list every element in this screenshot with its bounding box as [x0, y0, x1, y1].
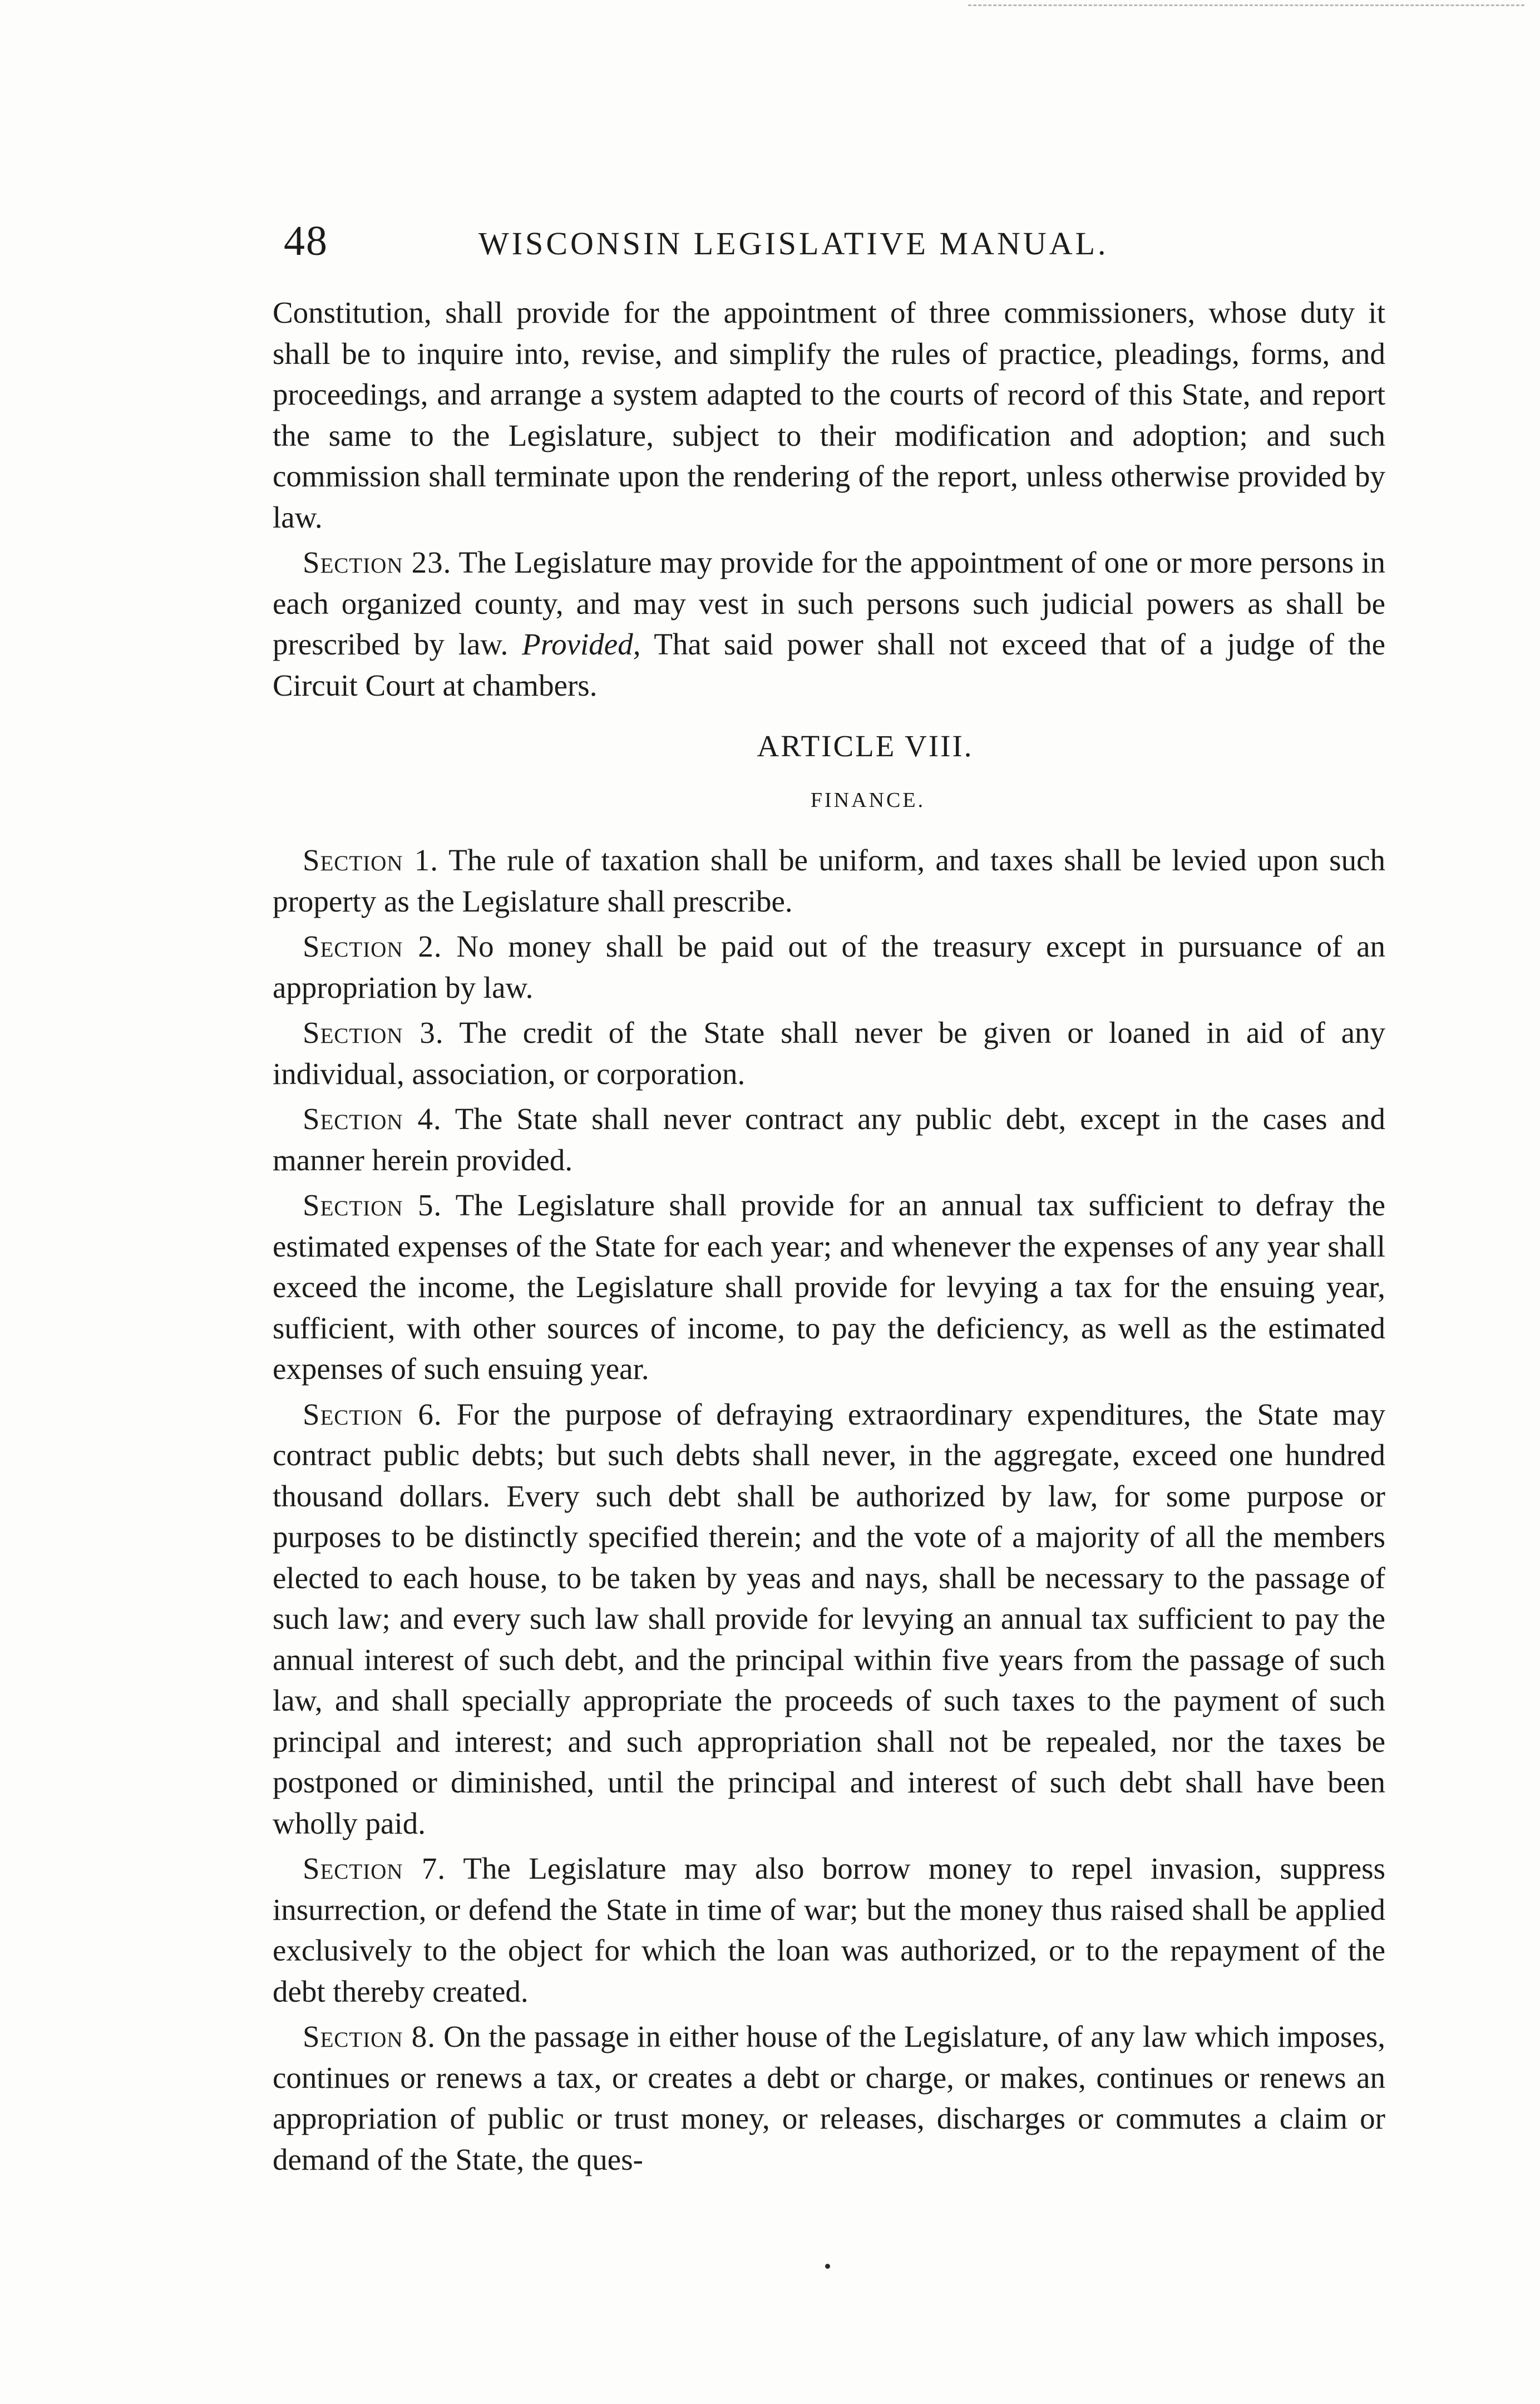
running-head: WISCONSIN LEGISLATIVE MANUAL.: [478, 225, 1109, 262]
section-paragraph: [273, 1394, 1385, 1844]
continuation-paragraph: Constitution, shall provide for the appointment of three commissioners, whose duty it shall be to inquire into, revise, and simplify the rules of practice, pleadings, forms, and proceedings, and arrange a system adapted to the courts of record of this State, and report the same to the Legislature, subject to their modification and adoption; and such commission shall terminate upon the rendering of the report, unless otherwise provided by law.: [273, 295, 1385, 534]
section-text: The rule of taxation shall be uniform, and taxes shall be levied upon such property as the Legislature shall prescribe.: [273, 843, 1385, 918]
section-paragraph: [273, 2016, 1385, 2180]
section-label: Section 7.: [303, 1851, 446, 1885]
top-edge-mark: [968, 4, 1524, 6]
section-text: The Legislature shall provide for an annual tax sufficient to defray the estimated expenses of the State for each year; and whenever the expenses of any year shall exceed the income, the Legislature shall provide for levying a tax for the ensuing year, sufficient, with other sources of income, to pay the deficiency, as well as the estimated expenses of such ensuing year.: [273, 1188, 1385, 1386]
section-text: The State shall never contract any public debt, except in the cases and manner herein provided.: [273, 1102, 1385, 1177]
section-text: No money shall be paid out of the treasury except in pursuance of an appropriation by law.: [273, 929, 1385, 1004]
section-label: Section 6.: [303, 1397, 442, 1431]
section-label: Section 1.: [303, 843, 439, 877]
section-paragraph: [273, 1012, 1385, 1094]
section-paragraph: [273, 840, 1385, 922]
section-label: Section 4.: [303, 1102, 442, 1136]
page-number: 48: [284, 218, 328, 264]
section-23-text-before: The Legislature may provide for the appointment of one or more persons in each organized county, and may vest in such persons such judicial powers as shall be prescribed by law.: [273, 545, 1385, 661]
page-body: [273, 292, 1385, 2180]
section-paragraph: [273, 926, 1385, 1008]
section-label: Section 8.: [303, 2019, 436, 2053]
section-label: Section 5.: [303, 1188, 442, 1222]
paper-speck: [825, 2264, 830, 2269]
article-heading: ARTICLE VIII.: [757, 729, 974, 763]
article-subheading: FINANCE.: [810, 788, 926, 812]
section-text: On the passage in either house of the Legislature, of any law which imposes, continues or renews a tax, or creates a debt or charge, or makes, continues or renews an appropriation of public or trust money, or releases, discharges or commutes a claim or demand of the State, the ques-: [273, 2019, 1386, 2176]
section-label: Section 2.: [303, 929, 442, 963]
section-23-provided: Provided,: [522, 627, 641, 661]
section-paragraph: [273, 1185, 1385, 1390]
section-paragraph: [273, 1848, 1385, 2012]
section-23-paragraph: [273, 542, 1385, 706]
page-header: [284, 217, 1396, 278]
section-paragraph: [273, 1098, 1385, 1180]
section-23-label: Section 23.: [303, 545, 452, 579]
section-23-text-after: That said power shall not exceed that of a judge of the Circuit Court at chambers.: [273, 627, 1386, 702]
section-label: Section 3.: [303, 1016, 444, 1050]
section-text: For the purpose of defraying extraordinary expenditures, the State may contract public debts; but such debts shall never, in the aggregate, exceed one hundred thousand dollars. Every such debt shall be authorized by law, for some purpose or purposes to be distinctly specified therein; and the vote of a majority of all the members elected to each house, to be taken by yeas and nays, shall be necessary to the passage of such law; and every such law shall provide for levying an annual tax sufficient to pay the annual interest of such debt, and the principal within five years from the passage of such law, and shall specially appropriate the proceeds of such taxes to the payment of such principal and interest; and such appropriation shall not be repealed, nor the taxes be postponed or diminished, until the principal and interest of such debt shall have been wholly paid.: [273, 1397, 1385, 1840]
section-text: The Legislature may also borrow money to repel invasion, suppress insurrection, or defend the State in time of war; but the money thus raised shall be applied exclusively to the object for which the loan was authorized, or to the repayment of the debt thereby created.: [273, 1851, 1385, 2008]
section-text: The credit of the State shall never be given or loaned in aid of any individual, association, or corporation.: [273, 1016, 1385, 1091]
